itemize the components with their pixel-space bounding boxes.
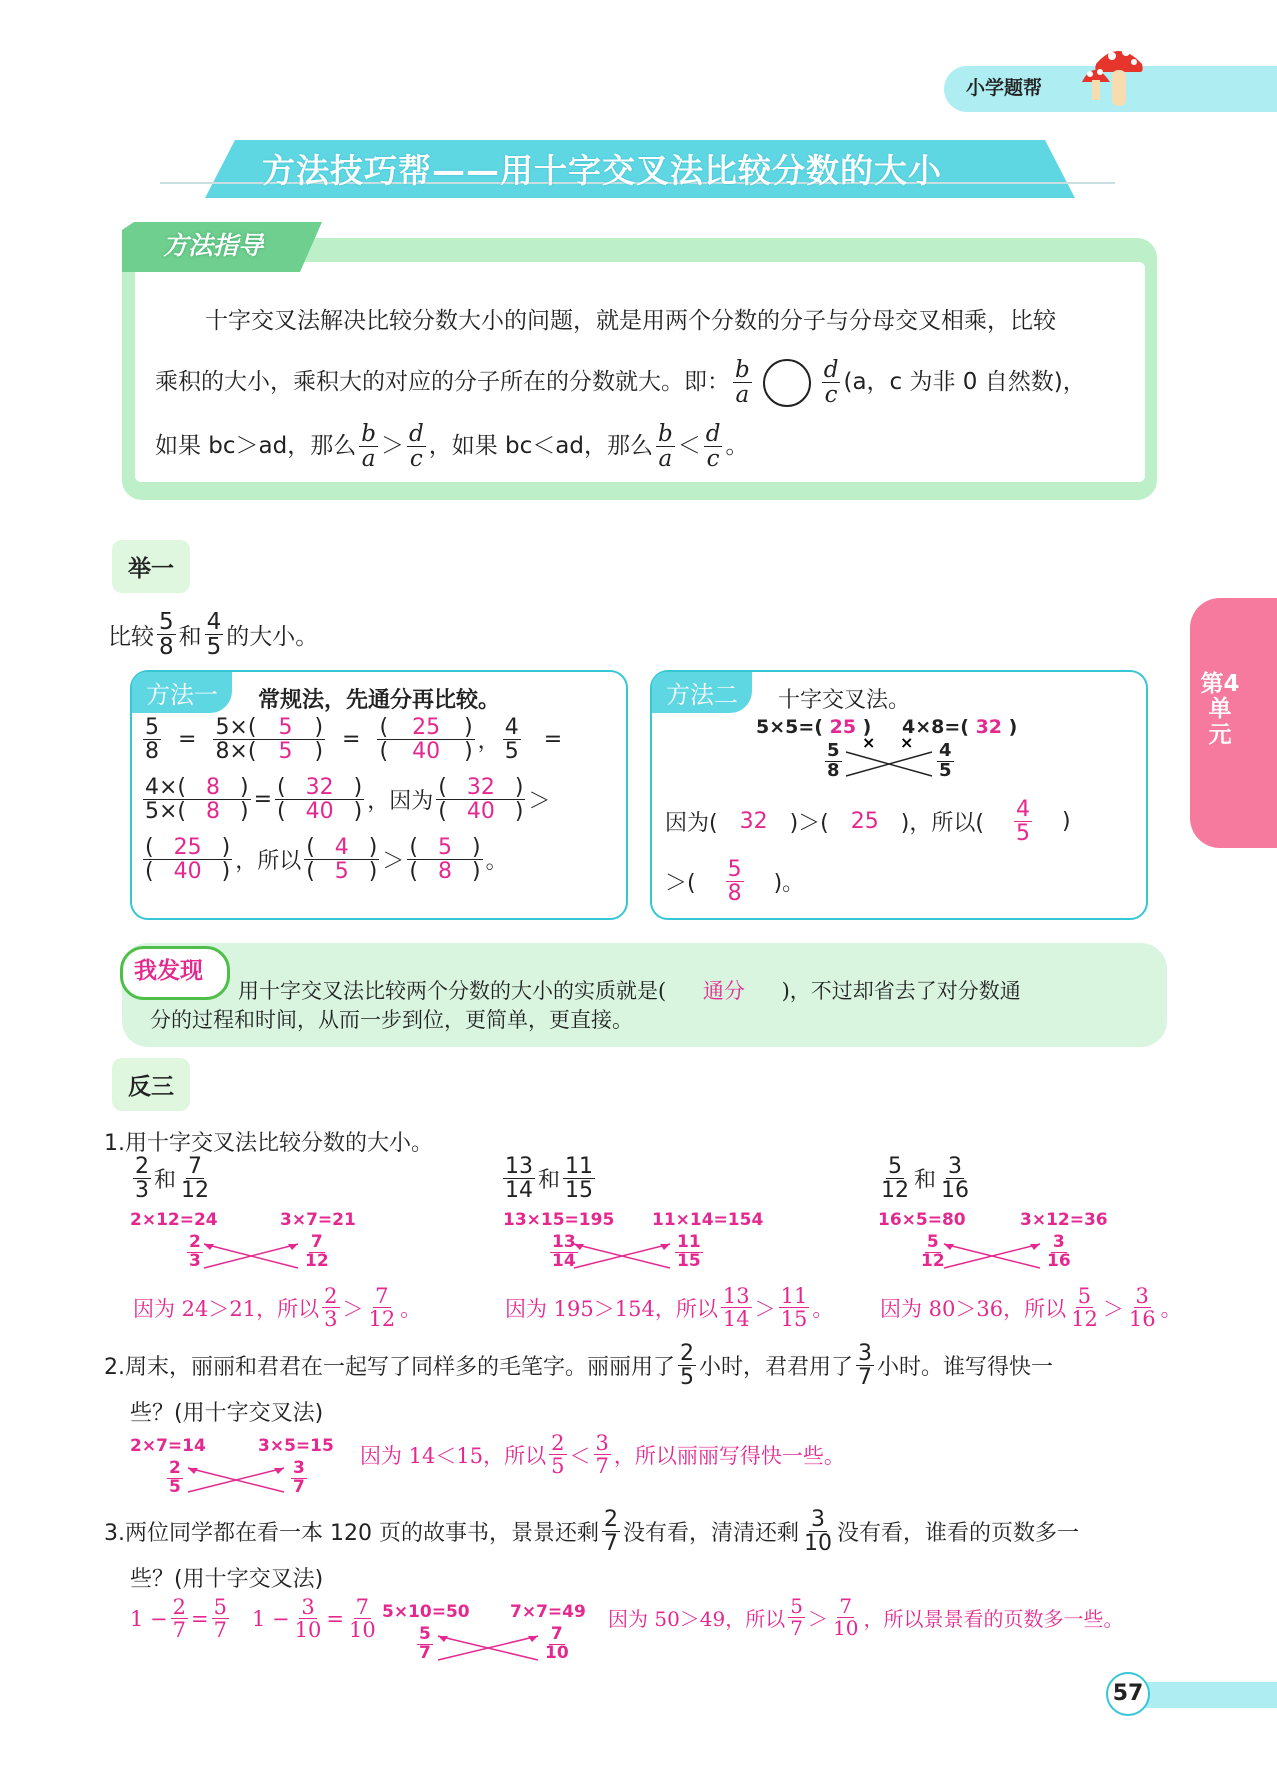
q3-product-2: 7×7=49: [510, 1602, 586, 1622]
method2-conclusion: 因为( 32 )＞( 25 )，所以( $\frac{4}{5}$ ): [665, 797, 1071, 847]
fraction-11-15: $\frac{11}{15}$: [565, 1154, 594, 1204]
fraction-7-10: $\frac{7}{10}$: [348, 1595, 376, 1643]
q1-item-1-product-1: 2×12=24: [130, 1210, 218, 1230]
fraction-2-3: $\frac{2}{3}$: [324, 1284, 338, 1332]
answer-32: 32: [739, 809, 768, 835]
q1-item-2-product-1: 13×15=195: [503, 1210, 615, 1230]
question-text: 的大小。: [226, 624, 319, 651]
frac-right: $\frac{3}{16}$: [1047, 1232, 1071, 1271]
guide-line-2b: (a，c 为非 0 自然数)，: [843, 369, 1086, 396]
question-3: [104, 1508, 1079, 1555]
fraction-11-15: $\frac{11}{15}$: [780, 1284, 808, 1332]
product-answer: 32: [975, 716, 1003, 738]
q2-product-2: 3×5=15: [258, 1436, 334, 1456]
q1-item-2-prompt: $\frac{13}{14}$ 和 $\frac{11}{15}$: [505, 1154, 594, 1204]
frac-right: $\frac{4}{5}$: [939, 740, 952, 781]
frac-left: $\frac{2}{3}$: [189, 1232, 201, 1271]
cross-arrows-icon: [840, 738, 940, 788]
question-text: 3.两位同学都在看一本 120 页的故事书，景景还剩: [104, 1521, 599, 1547]
q1-item-1-answer: 因为 24＞21，所以 $\frac{2}{3}$ ＞ $\frac{7}{12}$ 。: [133, 1284, 422, 1332]
mushroom-icon: [1062, 42, 1152, 117]
guide-label: 方法指导: [163, 231, 264, 260]
q1-item-1-prompt: $\frac{2}{3}$ 和 $\frac{7}{12}$: [135, 1154, 210, 1204]
fraction-5-12: $\frac{5}{12}$: [881, 1154, 909, 1204]
answer-text: ，所以景景看的页数多一些。: [863, 1607, 1124, 1631]
question-2-cont: 些？(用十字交叉法): [130, 1401, 324, 1426]
brand-label: 小学题帮: [966, 77, 1043, 99]
q1-item-3-product-1: 16×5=80: [878, 1210, 966, 1230]
frac-left: $\frac{5}{7}$: [419, 1624, 431, 1663]
cross-arrows-icon: [184, 1462, 288, 1498]
because-text: ，因为: [367, 789, 434, 815]
answer-text: 因为 80＞36，所以: [880, 1296, 1067, 1321]
question-text: 2.周末，丽丽和君君在一起写了同样多的毛笔字。丽丽用了: [104, 1355, 675, 1381]
guide-line-3c: 。: [725, 433, 749, 460]
compare-circle: [763, 359, 811, 407]
answer-text: 因为 50＞49，所以: [608, 1607, 786, 1631]
fraction-5-8: $\frac{5}{8}$: [145, 715, 159, 765]
end-text: )。: [773, 871, 805, 897]
fraction-5-7: $\frac{5}{7}$: [790, 1594, 803, 1640]
discover-answer: 通分: [702, 979, 745, 1003]
guide-line-2a: 乘积的大小，乘积大的对应的分子所在的分数就大。即：: [155, 369, 730, 396]
answer-text: 因为 14＜15，所以: [360, 1443, 547, 1468]
discover-line-1: [238, 975, 1021, 1005]
question-text: 小时。谁写得快一: [877, 1355, 1054, 1381]
q1-item-3-product-2: 3×12=36: [1020, 1210, 1108, 1230]
fraction-7-10: $\frac{7}{10}$: [833, 1594, 859, 1640]
question-text: 和: [178, 624, 202, 651]
question-text: 没有看，谁看的页数多一: [837, 1521, 1080, 1547]
frac-right: $\frac{7}{10}$: [545, 1624, 569, 1663]
discover-line-2: 分的过程和时间，从而一步到位，更简单，更直接。: [150, 1008, 633, 1032]
frac-right: $\frac{3}{7}$: [293, 1458, 305, 1497]
method2-title: 十字交叉法。: [778, 688, 911, 713]
question-text: 比较: [108, 624, 154, 651]
page-number: 57: [1106, 1672, 1150, 1716]
question-3-cont: 些？(用十字交叉法): [130, 1567, 324, 1592]
answer-fraction-4-5: $\frac{4}{5}$: [1015, 797, 1030, 847]
fraction-3-10: $\frac{3}{10}$: [804, 1507, 832, 1557]
question-text: 小时，君君用了: [699, 1355, 854, 1381]
gt-text: ＞(: [665, 871, 696, 897]
cross-arrows-icon: [200, 1238, 302, 1274]
answer-text: ，所以丽丽写得快一些。: [613, 1443, 845, 1468]
fraction-4-5: $\frac{( 4 )}{( 5 )}$: [306, 835, 378, 885]
svg-text:×: ×: [900, 738, 914, 752]
answer-text: 因为 195＞154，所以: [505, 1296, 718, 1321]
because-text: 因为(: [665, 811, 718, 837]
fraction-3-7: $\frac{3}{7}$: [858, 1341, 873, 1391]
fraction-expanded: $\frac{5\times( 5 )}{8\times( 5 )}$: [215, 715, 324, 765]
fraction-d-c: $\frac{d}{c}$: [823, 357, 839, 409]
fraction-2-5: $\frac{2}{5}$: [680, 1341, 694, 1391]
fraction-3-7: $\frac{3}{7}$: [595, 1431, 609, 1479]
frac-right: $\frac{11}{15}$: [677, 1232, 701, 1271]
fraction-2-3: $\frac{2}{3}$: [135, 1154, 149, 1204]
method2-products: 5×5=( 25 ) 4×8=( 32 ): [756, 716, 1018, 738]
frac-left: $\frac{5}{12}$: [921, 1232, 945, 1271]
guide-line-3b: ，如果 bc＜ad，那么: [428, 433, 653, 460]
guide-line-3: 如果 bc＞ad，那么 $\frac{b}{a}$ ＞ $\frac{d}{c}$ ，如果 bc＜ad，那么 $\frac{b}{a}$ ＜ $\frac{d}{c}$ 。: [155, 421, 749, 473]
method2-tab: 方法二: [652, 672, 752, 713]
fraction-5-12: $\frac{5}{12}$: [1071, 1284, 1098, 1332]
fraction-d-c: $\frac{d}{c}$: [408, 421, 424, 473]
discover-text: )，不过却省去了对分数通: [781, 979, 1021, 1003]
discover-text: 用十字交叉法比较两个分数的大小的实质就是(: [238, 979, 667, 1003]
method1-line2: $\frac{4\times( 8 )}{5\times( 8 )}$ = $\frac{( 32 )}{( 40 )}$ ，因为 $\frac{( 32 )}{( 40 )}$ ＞: [145, 775, 551, 825]
fraction-4-5: $\frac{4}{5}$: [504, 715, 519, 765]
guide-line-3a: 如果 bc＞ad，那么: [155, 433, 357, 460]
fraction-32-40: $\frac{( 32 )}{( 40 )}$: [277, 775, 363, 825]
discover-label: 我发现: [134, 958, 203, 984]
fraction-b-a: $\frac{b}{a}$: [735, 357, 750, 409]
so-text: )，所以(: [900, 811, 984, 837]
q2-product-1: 2×7=14: [130, 1436, 206, 1456]
frac-left: $\frac{13}{14}$: [552, 1232, 576, 1271]
product-text: 5×5=(: [756, 716, 823, 738]
q3-answer: 因为 50＞49，所以 $\frac{5}{7}$ ＞ $\frac{7}{10}$ ，所以景景看的页数多一些。: [608, 1594, 1124, 1640]
fraction-4-5: $\frac{4}{5}$: [206, 609, 222, 661]
gt-text: )＞(: [789, 811, 829, 837]
fraction-32-40: $\frac{( 32 )}{( 40 )}$: [438, 775, 524, 825]
fraction-expanded: $\frac{4\times( 8 )}{5\times( 8 )}$: [145, 775, 249, 825]
cross-arrows-icon: [434, 1630, 542, 1666]
example-question: [108, 610, 318, 659]
method1-title: 常规法，先通分再比较。: [258, 688, 501, 713]
q1-item-1-product-2: 3×7=21: [280, 1210, 356, 1230]
example-label: 举一: [112, 540, 190, 593]
fraction-25-40: $\frac{( 25 )}{( 40 )}$: [379, 715, 473, 765]
question-text: 没有看，清清还剩: [622, 1521, 799, 1547]
fraction-5-7: $\frac{5}{7}$: [213, 1595, 227, 1643]
fraction-3-16: $\frac{3}{16}$: [941, 1154, 970, 1204]
fraction-2-5: $\frac{2}{5}$: [551, 1431, 565, 1479]
method1-line1: $\frac{5}{8}$ = $\frac{5\times( 5 )}{8\times( 5 )}$ = $\frac{( 25 )}{( 40 )}$ ， $\frac{4}{5}$ =: [145, 715, 563, 765]
q3-work: 1 − $\frac{2}{7}$ = $\frac{5}{7}$ 1 − $\frac{3}{10}$ = $\frac{7}{10}$: [130, 1595, 376, 1643]
fraction-2-7: $\frac{2}{7}$: [172, 1595, 187, 1643]
guide-line-1: 十字交叉法解决比较分数大小的问题，就是用两个分数的分子与分母交叉相乘，比较: [205, 308, 1056, 334]
q1-item-2-answer: 因为 195＞154，所以 $\frac{13}{14}$ ＞ $\frac{11}{15}$ 。: [505, 1284, 834, 1332]
fraction-5-8: $\frac{5}{8}$: [159, 609, 174, 661]
fraction-7-12: $\frac{7}{12}$: [181, 1154, 210, 1204]
answer-fraction-5-8: $\frac{5}{8}$: [727, 857, 742, 907]
cross-arrows-icon: [570, 1238, 674, 1274]
page-title: 方法技巧帮——用十字交叉法比较分数的大小: [262, 151, 942, 190]
q1-item-3-answer: 因为 80＞36，所以 $\frac{5}{12}$ ＞ $\frac{3}{16}$ 。: [880, 1284, 1182, 1332]
q3-product-1: 5×10=50: [382, 1602, 470, 1622]
fraction-b-a: $\frac{b}{a}$: [657, 421, 673, 473]
fraction-2-7: $\frac{2}{7}$: [603, 1507, 618, 1557]
frac-left: $\frac{2}{5}$: [169, 1458, 181, 1497]
practice-label: 反三: [112, 1058, 190, 1111]
frac-left: $\frac{5}{8}$: [827, 740, 840, 781]
fraction-7-12: $\frac{7}{12}$: [368, 1284, 396, 1332]
answer-text: 因为 24＞21，所以: [133, 1296, 320, 1321]
fraction-b-a: $\frac{b}{a}$: [361, 421, 376, 473]
guide-line-2: [155, 358, 1086, 407]
q2-answer: 因为 14＜15，所以 $\frac{2}{5}$ ＜ $\frac{3}{7}$ ，所以丽丽写得快一些。: [360, 1431, 845, 1479]
product-text: 4×8=(: [901, 716, 969, 738]
method1-line3: $\frac{( 25 )}{( 40 )}$ ，所以 $\frac{( 4 )}{( 5 )}$ ＞ $\frac{( 5 )}{( 8 )}$ 。: [145, 835, 508, 885]
q1-item-3-prompt: $\frac{5}{12}$ 和 $\frac{3}{16}$: [881, 1154, 970, 1204]
fraction-5-8: $\frac{( 5 )}{( 8 )}$: [409, 835, 481, 885]
product-answer: 25: [829, 716, 857, 738]
svg-text:×: ×: [862, 738, 876, 752]
method1-tab: 方法一: [132, 672, 232, 713]
cross-arrows-icon: [940, 1238, 1044, 1274]
question-1: 1.用十字交叉法比较分数的大小。: [104, 1131, 433, 1156]
fraction-d-c: $\frac{d}{c}$: [705, 421, 721, 473]
frac-right: $\frac{7}{12}$: [305, 1232, 329, 1271]
answer-25: 25: [850, 809, 879, 835]
so-text: ，所以: [235, 849, 302, 875]
fraction-3-16: $\frac{3}{16}$: [1128, 1284, 1156, 1332]
fraction-13-14: $\frac{13}{14}$: [722, 1284, 750, 1332]
unit-label: 第4单元: [1200, 671, 1240, 748]
q1-item-2-product-2: 11×14=154: [652, 1210, 764, 1230]
fraction-13-14: $\frac{13}{14}$: [505, 1154, 533, 1204]
question-2: [104, 1342, 1053, 1389]
fraction-3-10: $\frac{3}{10}$: [294, 1595, 322, 1643]
fraction-25-40: $\frac{( 25 )}{( 40 )}$: [145, 835, 231, 885]
method2-conclusion-2: [665, 858, 804, 905]
